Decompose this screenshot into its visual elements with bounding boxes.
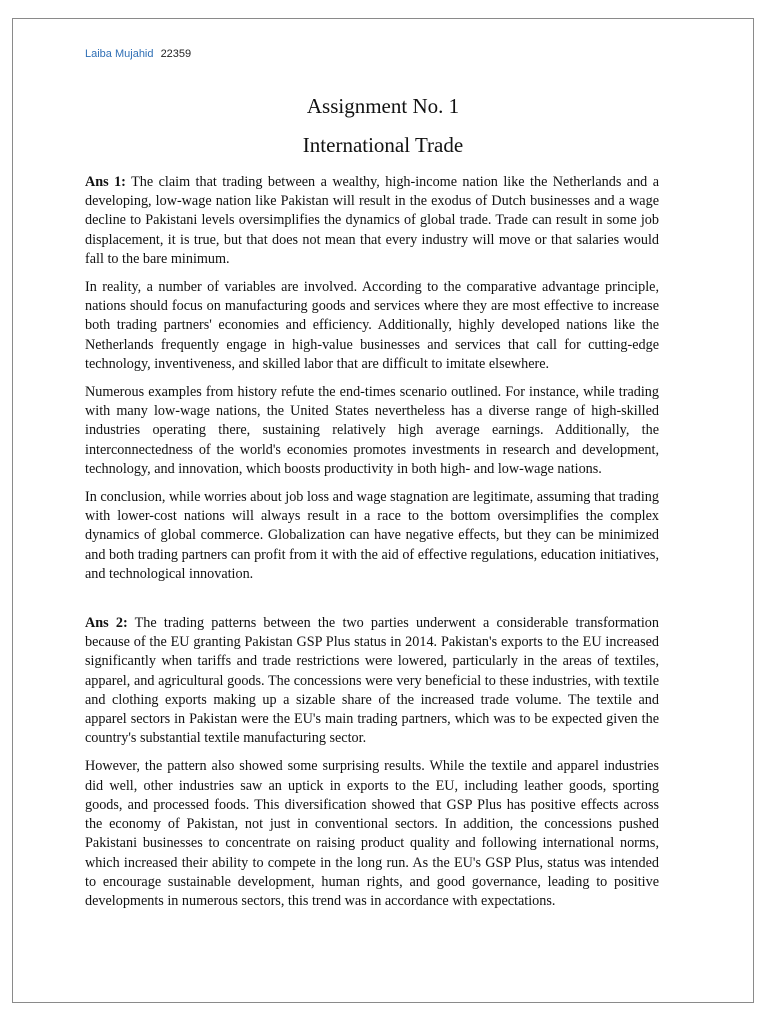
answer-1-paragraph-1 xyxy=(85,173,659,269)
author-name: Laiba Mujahid xyxy=(85,48,154,60)
answer-2-paragraph-2: However, the pattern also showed some surprising results. While the textile and apparel industries did well, other industries saw an uptick in exports to the EU, including leather goods, sporting goods, and processed foods. This diversification showed that GSP Plus has positive effects across the economy of Pakistan, not just in conventional sectors. In addition, the concessions pushed Pakistani businesses to concentrate on raising product quality and following international norms, which increased their ability to compete in the long run. As the EU's GSP Plus, status was intended to encourage sustainable development, human rights, and good governance, leading to positive developments in numerous sectors, this trend was in accordance with expectations. xyxy=(85,758,659,909)
student-id: 22359 xyxy=(160,48,192,60)
document-title: Assignment No. 1 xyxy=(306,94,460,118)
answer-1-label: Ans 1: xyxy=(85,174,126,190)
page-header xyxy=(85,48,193,60)
paragraph-text: The claim that trading between a wealthy, high-income nation like the Netherlands and a developing, low-wage nation like Pakistan will result in the exodus of Dutch businesses and a wage decline to Pakistani levels oversimplifies the dynamics of global trade. Trade can result in some job displacement, it is true, but that does not mean that every industry will move or that salaries would fall to the bare minimum. xyxy=(85,174,660,267)
answer-2-paragraph-1 xyxy=(85,614,659,748)
answer-1-paragraph-2: In reality, a number of variables are involved. According to the comparative advantage principle, nations should focus on manufacturing goods and services where they are most effective to increase both trading partners' economies and efficiency. Additionally, highly developed nations like the Netherlands frequently engage in high-value businesses and services that call for cutting-edge technology, inventiveness, and skilled labor that are difficult to imitate elsewhere. xyxy=(85,279,659,372)
paragraph-text: The trading patterns between the two parties underwent a considerable transformation because of the EU granting Pakistan GSP Plus status in 2014. Pakistan's exports to the EU increased significantly when tariffs and trade restrictions were lowered, particularly in the areas of textiles, apparel, and agricultural goods. The concessions were very beneficial to these industries, with textile and clothing exports making up a sizable share of the increased trade volume. The textile and apparel sectors in Pakistan were the EU's main trading partners, which was to be expected given the country's substantial textile manufacturing sector. xyxy=(85,615,659,747)
answer-2-label: Ans 2: xyxy=(85,615,128,632)
document-subtitle: International Trade xyxy=(302,133,464,157)
answer-1-paragraph-4: In conclusion, while worries about job loss and wage stagnation are legitimate, assuming that trading with lower-cost nations will always result in a race to the bottom oversimplifies the complex dynamics of global commerce. Globalization can have negative effects, but they can be minimized and both trading partners can profit from it with the aid of effective regulations, education initiatives, and technological innovation. xyxy=(85,489,659,582)
document-page xyxy=(12,18,754,1003)
answer-1-paragraph-3: Numerous examples from history refute the end-times scenario outlined. For instance, while trading with many low-wage nations, the United States nevertheless has a diverse range of high-skilled industries operating there, sustaining relatively high average earnings. Additionally, the interconnectedness of the world's economies promotes investments in research and development, technology, and innovation, which boosts productivity in both high- and low-wage nations. xyxy=(85,384,659,477)
document-body xyxy=(85,173,659,920)
